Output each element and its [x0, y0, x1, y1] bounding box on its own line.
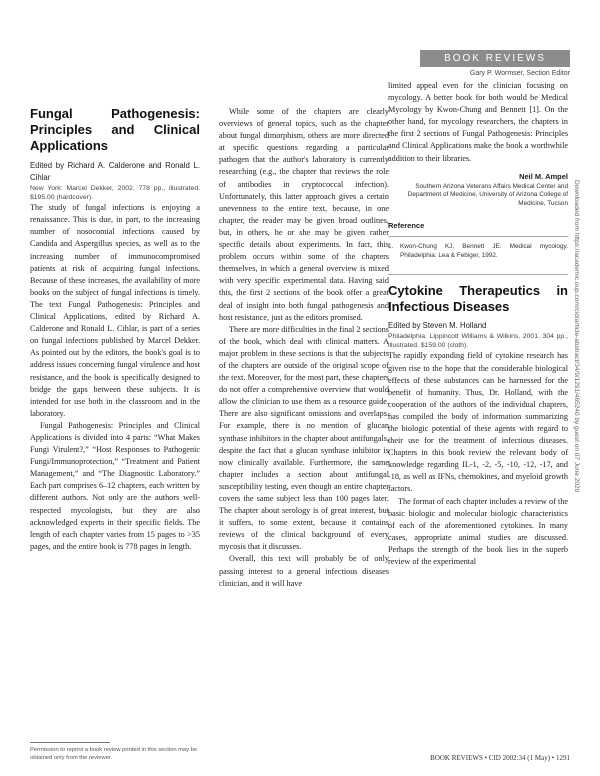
review1-paragraph-6: limited appeal even for the clinician focusing on mycology. A better book for both would be Medical Mycology by Kwon-Chung and Bennett [1]. On the other hand, for mycology researchers, the chapters in the first 2 sections of Fungal Pathogenesis: Principles and Clinical Applications make the book a worthwhile addition to their libraries.: [388, 81, 568, 163]
review1-paragraph-4: There are more difficulties in the final 2 sections of the book, which deal with clinical matters. A major problem in these sections is that the subjects of the chapters are outside of the original scope of the text. Moreover, for the most part, these chapters do not offer a comprehensive overview that would allow the clinician to use them as a resource guide. There are also significant omissions and overlaps. For example, there is no mention of glucan synthase inhibitors in the chapter about antifungals, despite the fact that a glucan synthase inhibitor is now clinically available. Furthermore, the same chapter includes a section about antifungal susceptibility testing, even though an entire chapter covers the same subject less than 100 pages later. The chapter about serology is of great interest, but it suffers, to some extent, because it contains reviews of the clinical background of every mycosis that it discusses.: [219, 324, 389, 552]
section-banner: BOOK REVIEWS: [420, 50, 570, 67]
footnote-rule: [30, 742, 110, 743]
reviewer-name: Neil M. Ampel: [519, 171, 568, 181]
reference-number: 1.: [388, 243, 394, 251]
download-sidebar: [573, 180, 588, 560]
review-divider: [388, 274, 568, 275]
page-footer: BOOK REVIEWS • CID 2002:34 (1 May) • 1291: [430, 754, 570, 762]
review1-byline: Edited by Richard A. Calderone and Ronald L. Cihlar: [30, 161, 200, 183]
review1-title: Fungal Pathogenesis: Principles and Clinical Applications: [30, 106, 200, 153]
review2-byline: Edited by Steven M. Holland: [388, 321, 487, 331]
review2-paragraph-1: The rapidly expanding field of cytokine research has given rise to the hope that the considerable biological effects of these substances can be harnessed for the benefit of humanity. Thus, Dr. Holland, with the cooperation of the authors of the individual chapters, has compiled the body of information summarizing the biologic potential of these agents with regard to their use for the treatment of infectious diseases. Chapters in this book review the relevant body of knowledge regarding IL-1, -2, -5, -10, -12, -17, and -18, as well as IFNs, chemokines, and myeloid growth factors.: [388, 351, 568, 494]
review1-paragraph-3: While some of the chapters are clearly overviews of general topics, such as the chapter about fungal dimorphism, others are more directed at specific questions regarding a particular pathogen that the author's laboratory is currently researching (e.g., the chapter that reviews the role of antibodies in cryptococcal infection). Unfortunately, this latter approach gives a certain unevenness to the entire text, because, in one chapter, the reader may be given broad outlines, but, in others, he or she may be given rather specific details about experiments. In fact, this problem occurs within some of the chapters themselves, in which a general overview is mixed with very specific experimental data. Having said this, the first 2 sections of the book offer a great deal of insight into both fungal pathogenesis and host resistance, just as the editors promised.: [219, 107, 389, 322]
column-1: [30, 106, 200, 553]
reference-rule: [388, 236, 568, 237]
review2-title: Cytokine Therapeutics in Infectious Diseases: [388, 283, 568, 315]
reference-text: Kwon-Chung KJ, Bennett JE. Medical mycology. Philadelphia: Lea & Febiger, 1992.: [400, 243, 568, 259]
review1-paragraph-1: The study of fungal infections is enjoying a renaissance. This is due, in part, to the increasing number of nosocomial infections caused by Candida and Aspergillus species, as well as to the increasing number of immunocompromised patients at risk of acquiring fungal infections. Because of these increases, the availability of more books on the subject of fungal infections is timely. The text Fungal Pathogenesis: Principles and Clinical Applications, edited by Richard A. Calderone and Ronald L. Cihlar, is part of a series on fungal infections published by Marcel Dekker. As pointed out by the editors, the book's goal is to address issues concerning fungal virulence and host resistance, and the book is specifically designed to bridge the gaps between these subjects. It is intended for use both in the classroom and in the laboratory.: [30, 203, 200, 418]
review1-paragraph-2: Fungal Pathogenesis: Principles and Clinical Applications is divided into 4 parts: “What Makes Fungi Virulent?,” “Host Responses to Pathogenic Fungi/Immunoprotection,” “Treatment and Patient Management,” and “The Diagnostic Laboratory.” Each part comprises 6–12 chapters, each written by different authors. Not only are the authors well-respected mycologists, but they are also acknowledged experts in their specific fields. The length of each chapter varies from 15 pages to >35 pages, and the entire book is 778 pages in length.: [30, 420, 200, 551]
reviewer-affiliation: Southern Arizona Veterans Affairs Medical Center and Department of Medicine, University of Arizona College of Medicine, Tucson: [407, 182, 568, 207]
section-editor: Gary P. Wormser, Section Editor: [469, 70, 570, 77]
download-notice: Downloaded from https://academic.oup.com/cid/article-abstract/34/9/1291/465240 by guest on 07 June 2020: [573, 180, 580, 493]
column-2: [219, 106, 389, 590]
reference-heading: Reference: [388, 221, 425, 231]
reference-item: [388, 243, 568, 260]
review1-paragraph-5: Overall, this text will probably be of only passing interest to a general infectious diseases clinician, and it will have: [219, 554, 389, 588]
review2-paragraph-2: The format of each chapter includes a review of the basic biologic and molecular biologic characteristics of each of the aforementioned cytokines. In many cases, appropriate animal studies are discussed. Perhaps the strength of the book lies in the superb review of the experimental: [388, 496, 568, 567]
review1-pubinfo: New York: Marcel Dekker, 2002. 778 pp., illustrated. $195.00 (hardcover).: [30, 185, 200, 202]
column-3: [388, 80, 568, 568]
review2-pubinfo: Philadelphia: Lippincott Williams & Wilkins, 2001. 304 pp., illustrated. $159.00 (cloth).: [388, 333, 568, 350]
permission-footnote: Permission to reprint a book review printed in this section may be obtained only from the reviewer.: [30, 747, 198, 761]
